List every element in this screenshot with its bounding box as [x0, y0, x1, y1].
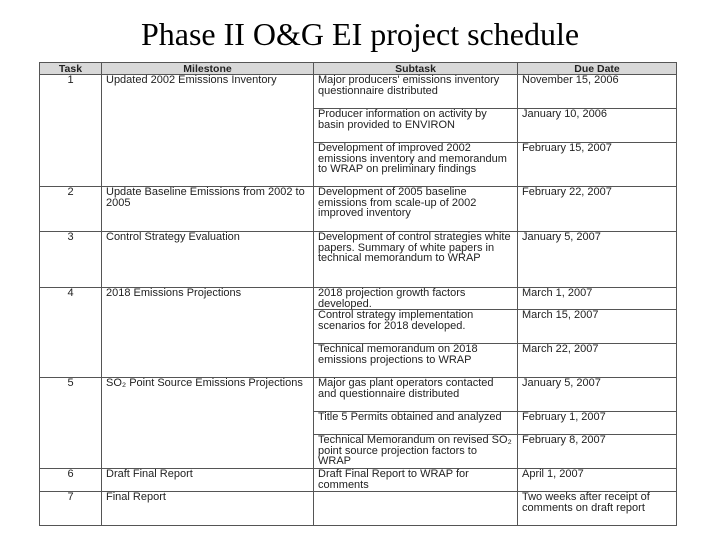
task-number: 4 [40, 288, 102, 378]
due-date: February 1, 2007 [518, 412, 677, 435]
header-due-date: Due Date [518, 63, 677, 75]
due-date: February 15, 2007 [518, 143, 677, 187]
header-task: Task [40, 63, 102, 75]
due-date: March 15, 2007 [518, 310, 677, 344]
task-number: 3 [40, 232, 102, 288]
subtask: Control strategy implementation scenarios for 2018 developed. [314, 310, 518, 344]
due-date: February 8, 2007 [518, 435, 677, 469]
task-number: 5 [40, 378, 102, 469]
milestone: Control Strategy Evaluation [102, 232, 314, 288]
subtask: Development of control strategies white papers. Summary of white papers in technical memorandum to WRAP [314, 232, 518, 288]
milestone: Update Baseline Emissions from 2002 to 2005 [102, 187, 314, 232]
due-date: November 15, 2006 [518, 75, 677, 109]
milestone: Draft Final Report [102, 469, 314, 492]
subtask: Title 5 Permits obtained and analyzed [314, 412, 518, 435]
table-row [40, 288, 677, 310]
subtask: Technical Memorandum on revised SO₂ point source projection factors to WRAP [314, 435, 518, 469]
task-number: 7 [40, 492, 102, 526]
schedule-table [39, 62, 677, 526]
due-date: January 10, 2006 [518, 109, 677, 143]
milestone: 2018 Emissions Projections [102, 288, 314, 378]
table-row [40, 232, 677, 288]
milestone: Final Report [102, 492, 314, 526]
task-number: 2 [40, 187, 102, 232]
header-milestone: Milestone [102, 63, 314, 75]
subtask: Major gas plant operators contacted and questionnaire distributed [314, 378, 518, 412]
due-date: January 5, 2007 [518, 378, 677, 412]
subtask: Major producers' emissions inventory questionnaire distributed [314, 75, 518, 109]
subtask: Draft Final Report to WRAP for comments [314, 469, 518, 492]
table-row [40, 378, 677, 412]
subtask: Technical memorandum on 2018 emissions projections to WRAP [314, 344, 518, 378]
header-subtask: Subtask [314, 63, 518, 75]
due-date: February 22, 2007 [518, 187, 677, 232]
due-date: January 5, 2007 [518, 232, 677, 288]
due-date: March 22, 2007 [518, 344, 677, 378]
table-row [40, 492, 677, 526]
due-date: Two weeks after receipt of comments on draft report [518, 492, 677, 526]
subtask: 2018 projection growth factors developed. [314, 288, 518, 310]
subtask: Development of 2005 baseline emissions from scale-up of 2002 improved inventory [314, 187, 518, 232]
table-header-row [40, 63, 677, 75]
due-date: March 1, 2007 [518, 288, 677, 310]
task-number: 1 [40, 75, 102, 187]
table-row [40, 469, 677, 492]
table-row [40, 75, 677, 109]
subtask [314, 492, 518, 526]
milestone: Updated 2002 Emissions Inventory [102, 75, 314, 187]
subtask: Development of improved 2002 emissions inventory and memorandum to WRAP on preliminary findings [314, 143, 518, 187]
page-title: Phase II O&G EI project schedule [140, 16, 580, 52]
due-date: April 1, 2007 [518, 469, 677, 492]
task-number: 6 [40, 469, 102, 492]
table-row [40, 187, 677, 232]
subtask: Producer information on activity by basin provided to ENVIRON [314, 109, 518, 143]
milestone: SO₂ Point Source Emissions Projections [102, 378, 314, 469]
